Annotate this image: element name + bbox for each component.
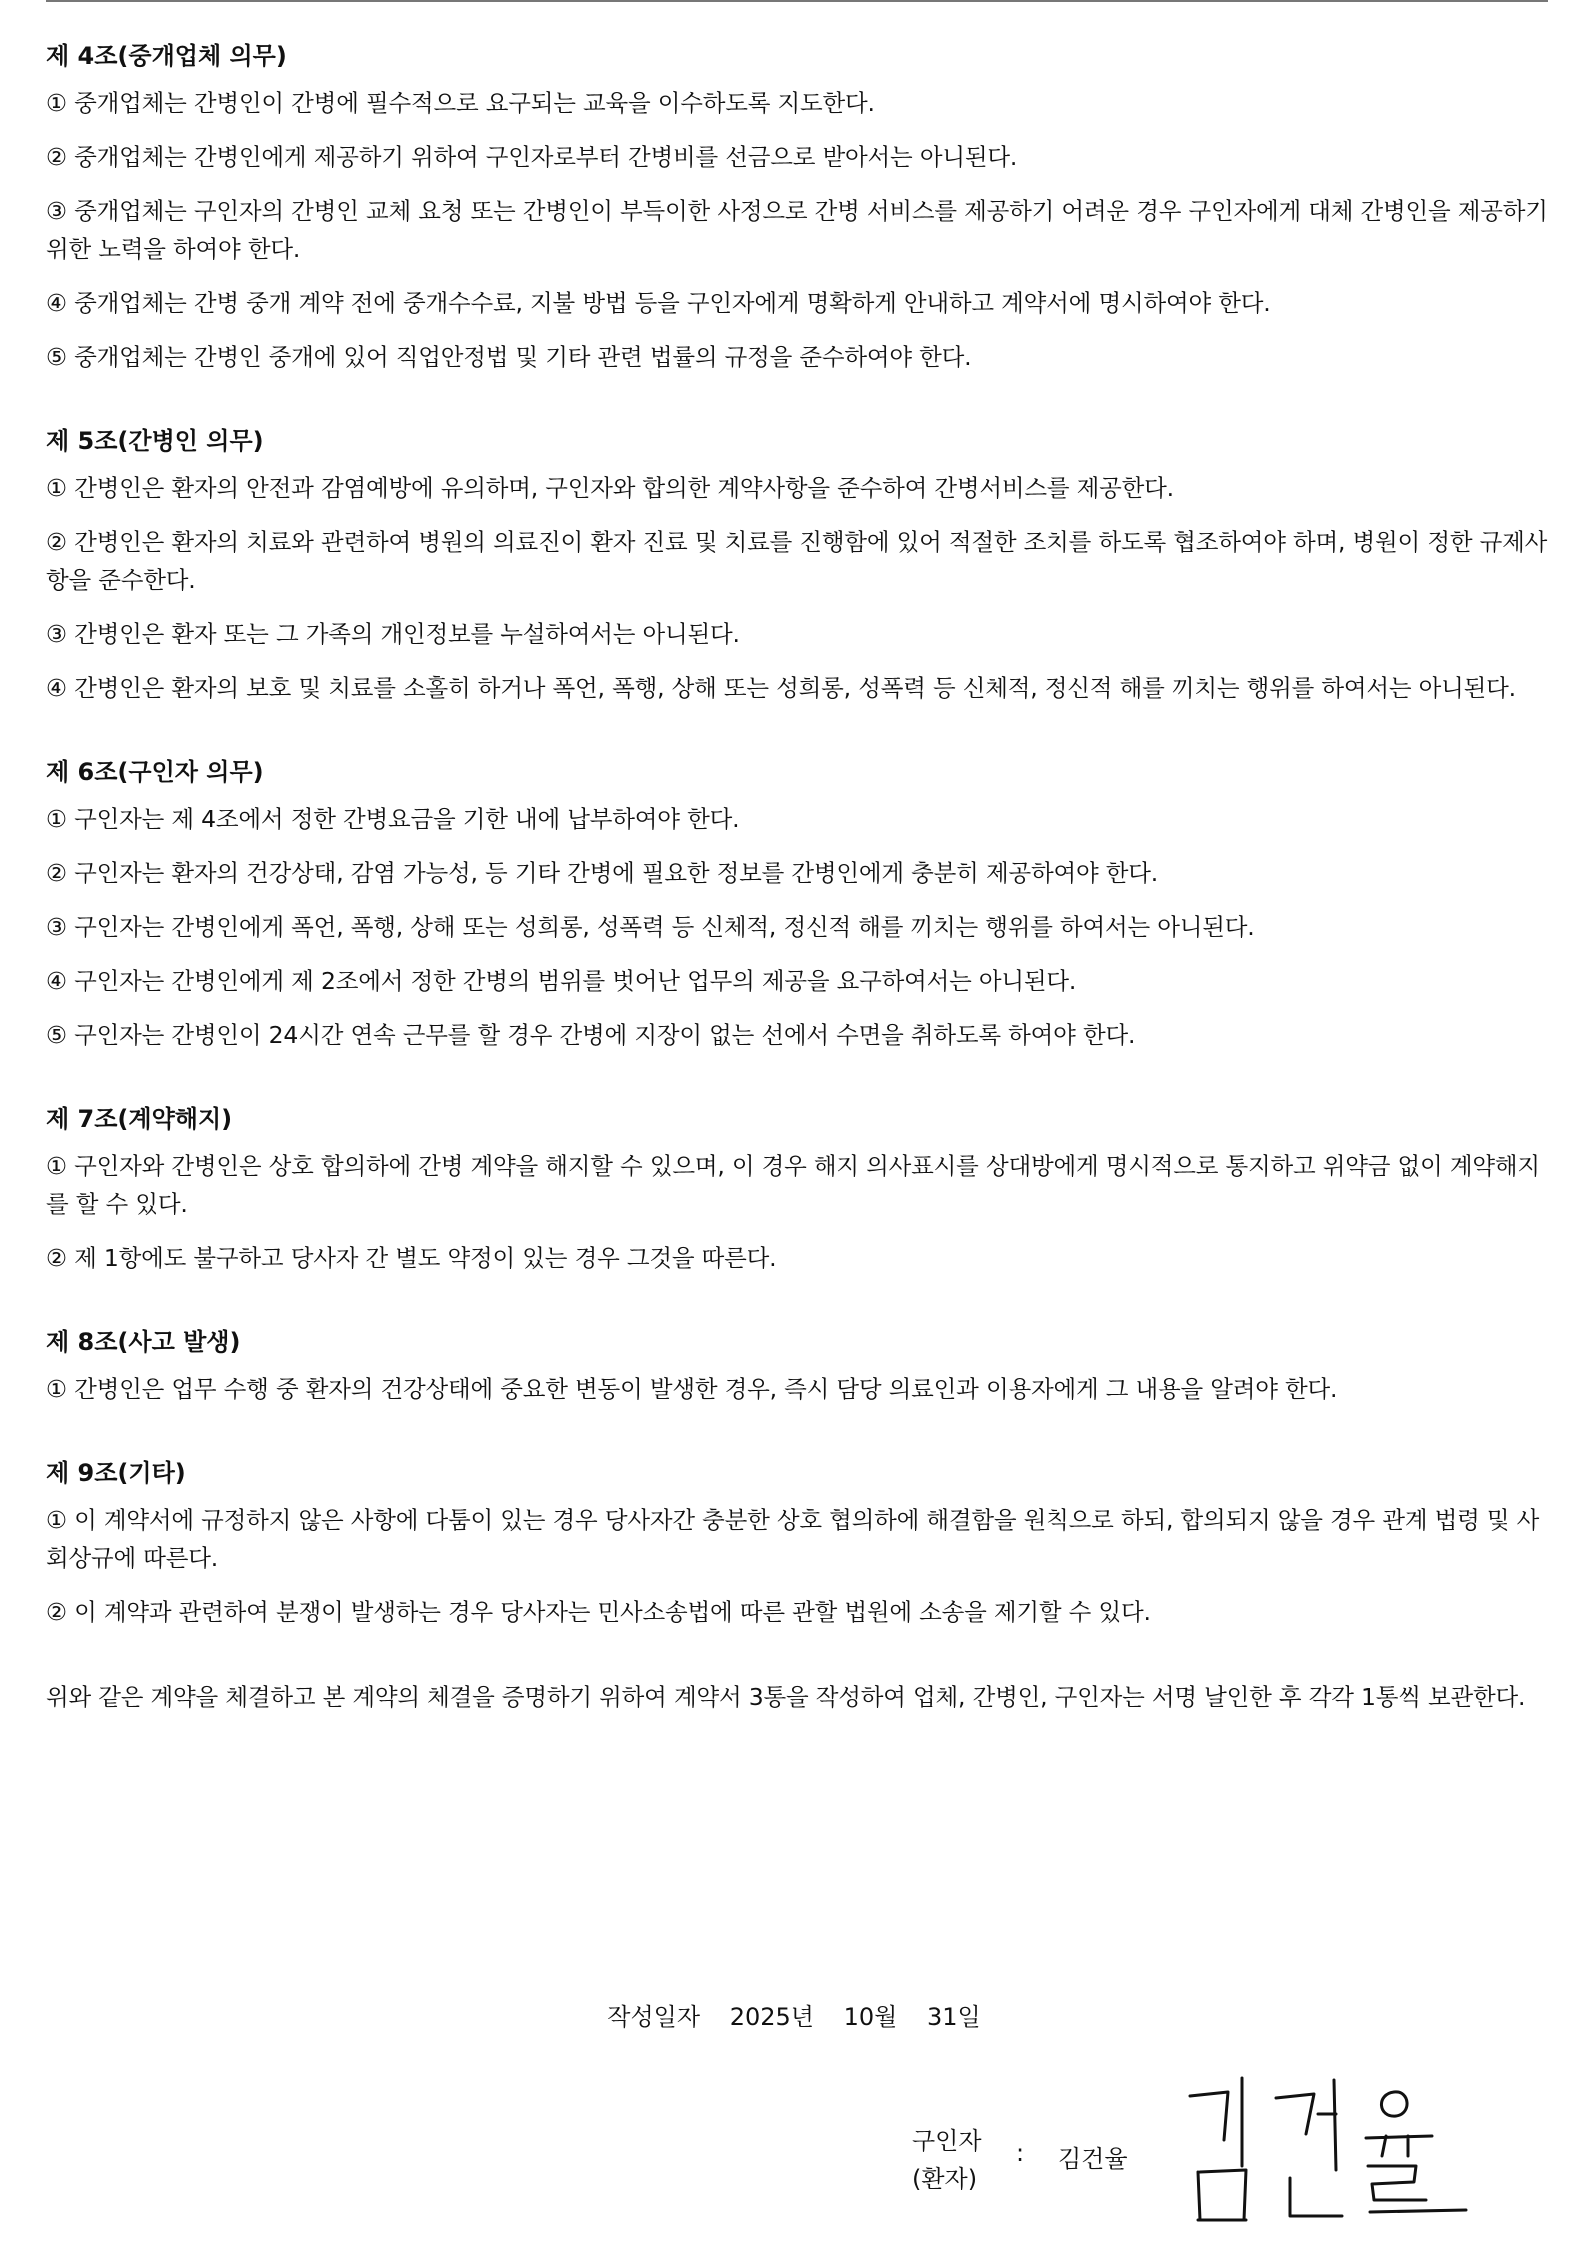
clause: ① 구인자와 간병인은 상호 합의하에 간병 계약을 해지할 수 있으며, 이 경우 해지 의사표시를 상대방에게 명시적으로 통지하고 위약금 없이 계약해지를 할 수 있다. (46, 1152, 1540, 1218)
handwritten-signature (1180, 2070, 1470, 2230)
date-year: 2025년 (729, 2003, 814, 2031)
signer-role-line2: (환자) (912, 2165, 978, 2193)
clause: ⑤ 중개업체는 간병인 중개에 있어 직업안정법 및 기타 관련 법률의 규정을 준수하여야 한다. (46, 343, 972, 371)
section-title: 제 9조(기타) (46, 1459, 186, 1487)
signer-colon: : (1016, 2139, 1025, 2167)
date-month: 10월 (843, 2003, 898, 2031)
section-article-7 (46, 1101, 1548, 1277)
section-title: 제 5조(간병인 의무) (46, 427, 264, 455)
section-article-8 (46, 1324, 1548, 1408)
clause: ① 이 계약서에 규정하지 않은 사항에 다툼이 있는 경우 당사자간 충분한 상호 협의하에 해결함을 원칙으로 하되, 합의되지 않을 경우 관계 법령 및 사회상규에 따른다. (46, 1506, 1540, 1572)
clause: ④ 구인자는 간병인에게 제 2조에서 정한 간병의 범위를 벗어난 업무의 제공을 요구하여서는 아니된다. (46, 967, 1077, 995)
clause: ② 중개업체는 간병인에게 제공하기 위하여 구인자로부터 간병비를 선금으로 받아서는 아니된다. (46, 143, 1018, 171)
clause: ④ 중개업체는 간병 중개 계약 전에 중개수수료, 지불 방법 등을 구인자에게 명확하게 안내하고 계약서에 명시하여야 한다. (46, 289, 1271, 317)
section-article-5 (46, 423, 1548, 707)
signing-date (0, 1997, 1588, 2037)
clause: ② 제 1항에도 불구하고 당사자 간 별도 약정이 있는 경우 그것을 따른다. (46, 1244, 777, 1272)
clause: ③ 구인자는 간병인에게 폭언, 폭행, 상해 또는 성희롱, 성폭력 등 신체적, 정신적 해를 끼치는 행위를 하여서는 아니된다. (46, 913, 1255, 941)
signer-role-line1: 구인자 (912, 2127, 982, 2155)
contract-body (46, 38, 1548, 1716)
clause: ① 구인자는 제 4조에서 정한 간병요금을 기한 내에 납부하여야 한다. (46, 805, 740, 833)
section-title: 제 7조(계약해지) (46, 1105, 233, 1133)
clause: ③ 간병인은 환자 또는 그 가족의 개인정보를 누설하여서는 아니된다. (46, 620, 740, 648)
section-article-6 (46, 754, 1548, 1054)
clause: ③ 중개업체는 구인자의 간병인 교체 요청 또는 간병인이 부득이한 사정으로 간병 서비스를 제공하기 어려운 경우 구인자에게 대체 간병인을 제공하기 위한 노력을 하여야 한다. (46, 197, 1548, 263)
section-title: 제 4조(중개업체 의무) (46, 42, 287, 70)
signature-block (912, 2070, 1472, 2230)
clause: ① 간병인은 환자의 안전과 감염예방에 유의하며, 구인자와 합의한 계약사항을 준수하여 간병서비스를 제공한다. (46, 474, 1174, 502)
clause: ④ 간병인은 환자의 보호 및 치료를 소홀히 하거나 폭언, 폭행, 상해 또는 성희롱, 성폭력 등 신체적, 정신적 해를 끼치는 행위를 하여서는 아니된다. (46, 674, 1516, 702)
clause: ② 간병인은 환자의 치료와 관련하여 병원의 의료진이 환자 진료 및 치료를 진행함에 있어 적절한 조치를 하도록 협조하여야 하며, 병원이 정한 규제사항을 준수한다. (46, 528, 1548, 594)
clause: ② 구인자는 환자의 건강상태, 감염 가능성, 등 기타 간병에 필요한 정보를 간병인에게 충분히 제공하여야 한다. (46, 859, 1158, 887)
section-article-4 (46, 38, 1548, 376)
signer-name: 김건율 (1058, 2145, 1128, 2173)
date-day: 31일 (926, 2003, 981, 2031)
clause: ② 이 계약과 관련하여 분쟁이 발생하는 경우 당사자는 민사소송법에 따른 관할 법원에 소송을 제기할 수 있다. (46, 1598, 1151, 1626)
signer-role (912, 2122, 982, 2198)
section-title: 제 8조(사고 발생) (46, 1328, 241, 1356)
section-title: 제 6조(구인자 의무) (46, 758, 264, 786)
closing-statement: 위와 같은 계약을 체결하고 본 계약의 체결을 증명하기 위하여 계약서 3통을 작성하여 업체, 간병인, 구인자는 서명 날인한 후 각각 1통씩 보관한다. (46, 1683, 1526, 1711)
section-article-9 (46, 1455, 1548, 1631)
date-label: 작성일자 (607, 2003, 701, 2031)
top-divider (46, 0, 1548, 2)
clause: ① 중개업체는 간병인이 간병에 필수적으로 요구되는 교육을 이수하도록 지도한다. (46, 89, 875, 117)
clause: ⑤ 구인자는 간병인이 24시간 연속 근무를 할 경우 간병에 지장이 없는 선에서 수면을 취하도록 하여야 한다. (46, 1021, 1136, 1049)
clause: ① 간병인은 업무 수행 중 환자의 건강상태에 중요한 변동이 발생한 경우, 즉시 담당 의료인과 이용자에게 그 내용을 알려야 한다. (46, 1375, 1338, 1403)
